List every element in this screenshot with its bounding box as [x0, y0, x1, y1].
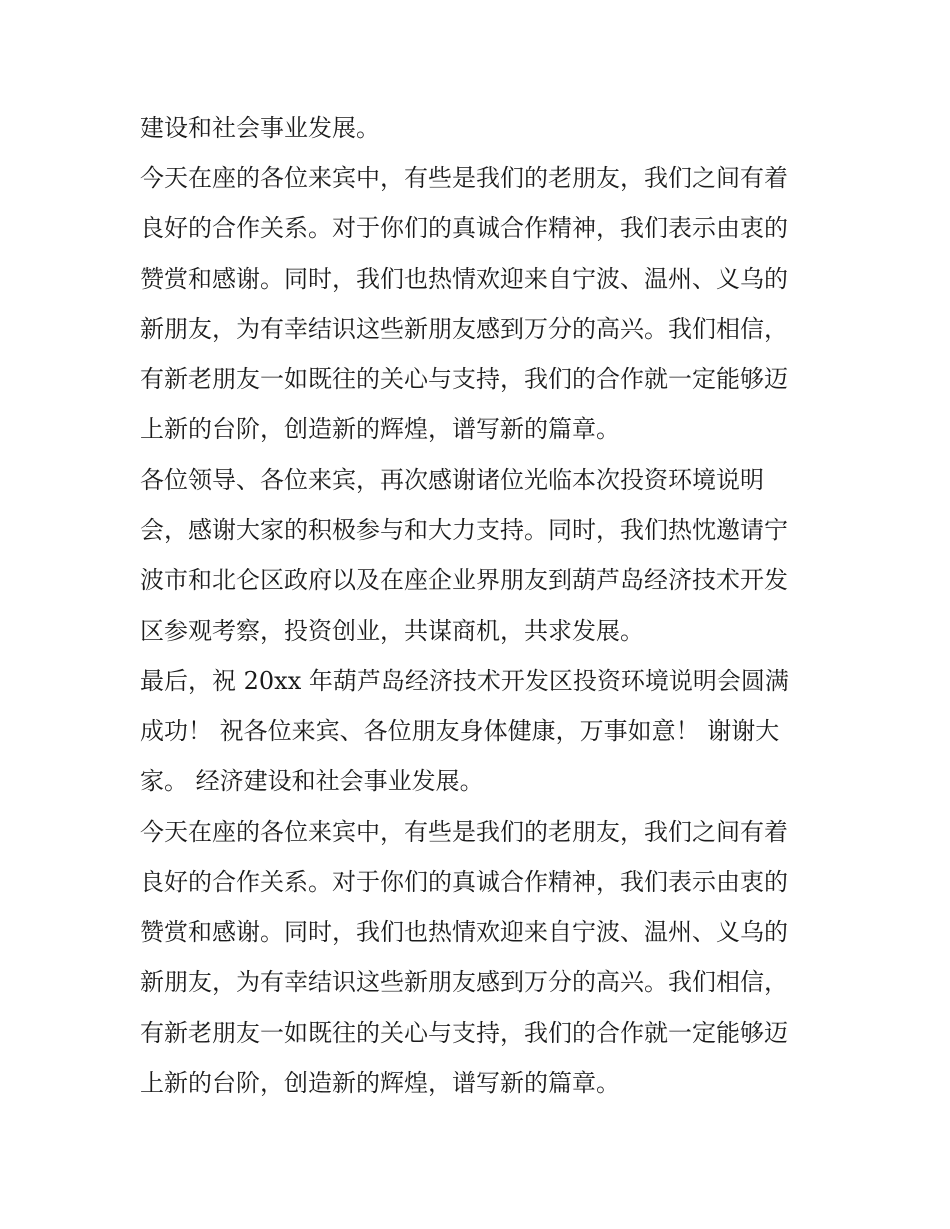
text-line: 成功！ 祝各位来宾、各位朋友身体健康，万事如意！ 谢谢大	[140, 717, 780, 745]
text-line: 家。 经济建设和社会事业发展。	[140, 767, 484, 795]
text-line: 各位领导、各位来宾，再次感谢诸位光临本次投资环境说明	[140, 466, 764, 494]
text-line: 新朋友，为有幸结识这些新朋友感到万分的高兴。我们相信，	[140, 968, 788, 996]
text-line: 今天在座的各位来宾中，有些是我们的老朋友，我们之间有着	[140, 164, 788, 192]
text-line: 会，感谢大家的积极参与和大力支持。同时，我们热忱邀请宁	[140, 516, 788, 544]
text-line: 有新老朋友一如既往的关心与支持，我们的合作就一定能够迈	[140, 1019, 788, 1047]
text-line: 建设和社会事业发展。	[140, 114, 380, 142]
text-line: 良好的合作关系。对于你们的真诚合作精神，我们表示由衷的	[140, 214, 788, 242]
text-line: 赞赏和感谢。同时，我们也热情欢迎来自宁波、温州、义乌的	[140, 918, 788, 946]
text-line: 波市和北仑区政府以及在座企业界朋友到葫芦岛经济技术开发	[140, 566, 788, 594]
text-line: 区参观考察，投资创业，共谋商机，共求发展。	[140, 617, 644, 645]
text-line: 今天在座的各位来宾中，有些是我们的老朋友，我们之间有着	[140, 818, 788, 846]
text-line: 上新的台阶，创造新的辉煌，谱写新的篇章。	[140, 1069, 620, 1097]
text-line: 良好的合作关系。对于你们的真诚合作精神，我们表示由衷的	[140, 868, 788, 896]
text-line: 有新老朋友一如既往的关心与支持，我们的合作就一定能够迈	[140, 365, 788, 393]
text-line: 上新的台阶，创造新的辉煌，谱写新的篇章。	[140, 415, 620, 443]
text-line: 赞赏和感谢。同时，我们也热情欢迎来自宁波、温州、义乌的	[140, 265, 788, 293]
text-line: 最后，祝 20xx 年葫芦岛经济技术开发区投资环境说明会圆满	[140, 667, 789, 695]
text-line: 新朋友，为有幸结识这些新朋友感到万分的高兴。我们相信，	[140, 315, 788, 343]
